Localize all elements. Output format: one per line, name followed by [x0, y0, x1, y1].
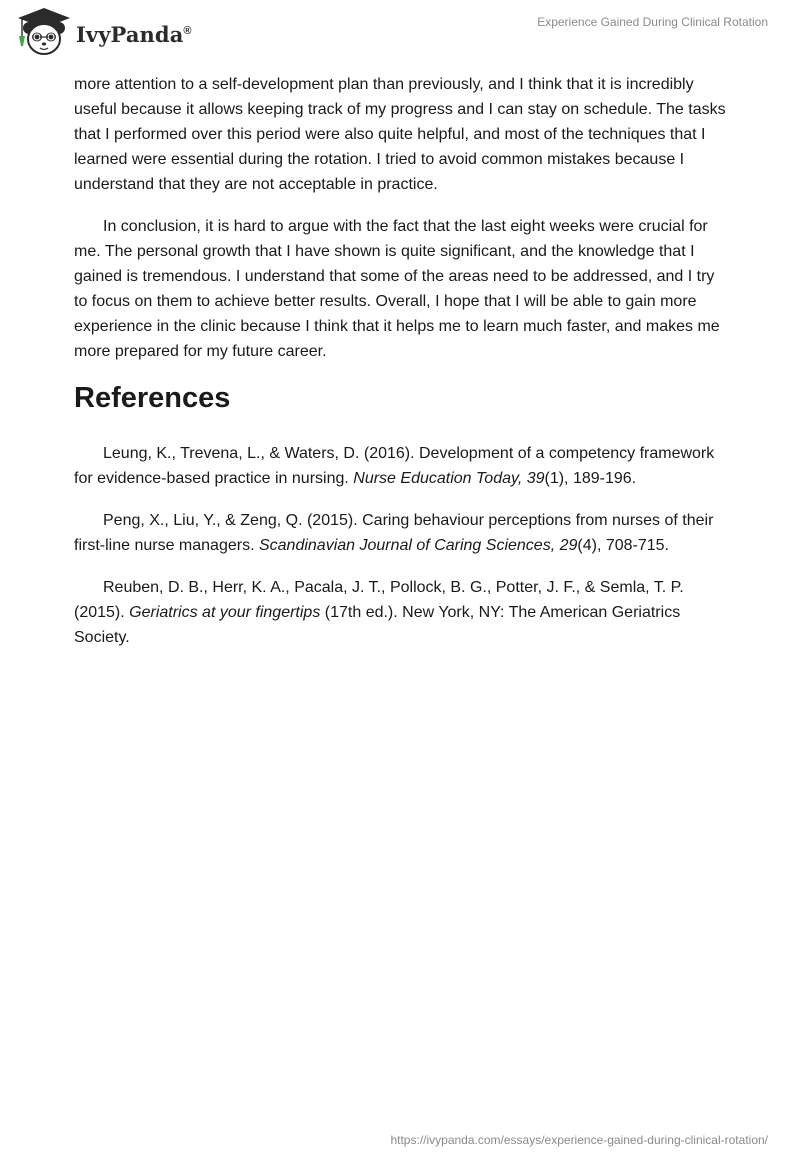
- conclusion-paragraph: In conclusion, it is hard to argue with the fact that the last eight weeks were crucial for me. The personal growth that I have shown is quite significant, and the knowledge that I gained is tremendous. I understand that some of the areas need to be addressed, and I try to focus on them to achieve better results. Overall, I hope that I will be able to gain more experience in the clinic because I think that it helps me to learn much faster, and makes me more prepared for my future career.: [74, 218, 720, 360]
- reference-source-title: Nurse Education Today, 39: [353, 470, 545, 487]
- references-heading: References: [74, 382, 231, 414]
- panda-graduate-icon: [14, 6, 74, 58]
- reference-source-title: Geriatrics at your fingertips: [129, 604, 321, 621]
- reference-item: Peng, X., Liu, Y., & Zeng, Q. (2015). Caring behaviour perceptions from nurses of their first-line nurse managers. Scandinavian Journal of Caring Sciences, 29(4), 708-715.: [74, 512, 714, 554]
- reference-item: Leung, K., Trevena, L., & Waters, D. (2016). Development of a competency framework for evidence-based practice in nursing. Nurse Education Today, 39(1), 189-196.: [74, 445, 715, 487]
- running-title: Experience Gained During Clinical Rotation: [537, 15, 768, 29]
- brand-logo[interactable]: [14, 6, 192, 58]
- reference-item: Reuben, D. B., Herr, K. A., Pacala, J. T., Pollock, B. G., Potter, J. F., & Semla, T. P. (2015). Geriatrics at your fingertips (17th ed.). New York, NY: The American Geriatrics Society.: [74, 579, 684, 646]
- footer-url-link[interactable]: https://ivypanda.com/essays/experience-gained-during-clinical-rotation/: [390, 1133, 768, 1147]
- body-paragraph: more attention to a self-development plan than previously, and I think that it is incredibly useful because it allows keeping track of my progress and I can stay on schedule. The tasks that I performed over this period were also quite helpful, and most of the techniques that I learned were essential during the rotation. I tried to avoid common mistakes because I understand that they are not acceptable in practice.: [74, 76, 726, 193]
- document-body: [74, 72, 730, 667]
- brand-name: IvyPanda®: [76, 21, 192, 47]
- reference-source-title: Scandinavian Journal of Caring Sciences, 29: [258, 537, 578, 554]
- page-header: [0, 0, 800, 64]
